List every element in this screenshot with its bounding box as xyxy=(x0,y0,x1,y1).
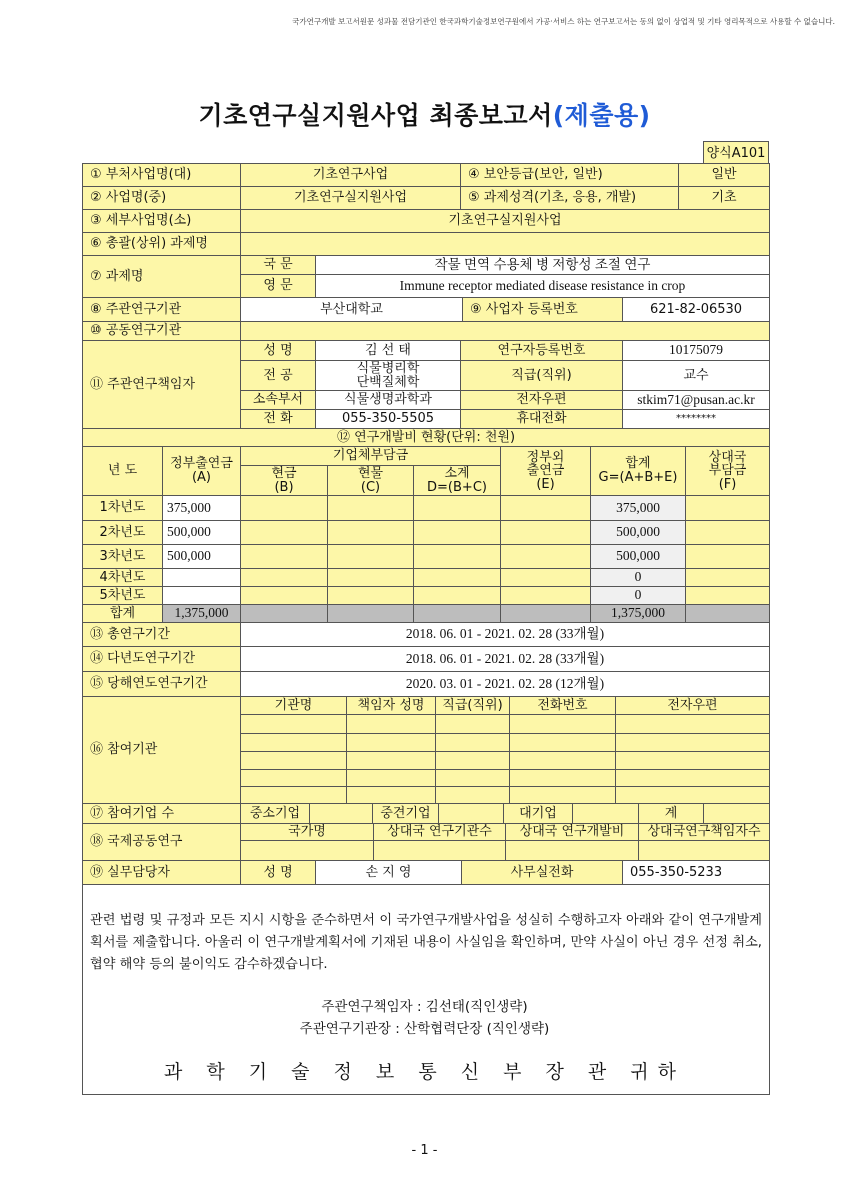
value-sub-program: 기초연구실지원사업 xyxy=(240,209,770,233)
header-country: 국가명 xyxy=(240,823,374,841)
label-pi-dept: 소속부서 xyxy=(240,390,316,410)
label-pi-phone: 전 화 xyxy=(240,409,316,429)
form-code: 양식A101 xyxy=(703,141,769,165)
header-partner-rd-cost: 상대국 연구개발비 xyxy=(505,823,639,841)
value-ministry-program: 기초연구사업 xyxy=(240,163,461,187)
subtotal-cell xyxy=(413,544,501,569)
header-text: 합계 xyxy=(625,456,651,472)
header-text: 소계 xyxy=(444,465,470,481)
subtotal-cell xyxy=(413,520,501,545)
value-program: 기초연구실지원사업 xyxy=(240,186,461,210)
label-intl-joint-research: ⑱ 국제공동연구 xyxy=(82,823,241,861)
header-text: 부담금 xyxy=(708,463,747,479)
header-text: 현금 xyxy=(271,465,297,481)
label-program: ② 사업명(중) xyxy=(82,186,241,210)
major-1: 식물병리학 xyxy=(356,360,420,376)
label-korean-title: 국 문 xyxy=(240,255,316,275)
sum-partner xyxy=(685,604,770,623)
label-pi-rank: 직급(직위) xyxy=(460,360,623,391)
total-cell: 500,000 xyxy=(590,520,686,545)
label-pi-email: 전자우편 xyxy=(460,390,623,410)
sum-cash xyxy=(240,604,328,623)
participant-cell[interactable] xyxy=(346,733,436,752)
partner-cell[interactable] xyxy=(685,586,770,605)
value-project-nature: 기초 xyxy=(678,186,770,210)
total-cell: 0 xyxy=(590,586,686,605)
participant-cell[interactable] xyxy=(435,751,510,770)
sum-nongov xyxy=(500,604,591,623)
label-multi-year-period: ⑭ 다년도연구기간 xyxy=(82,646,241,672)
participant-cell[interactable] xyxy=(346,769,436,787)
header-text: 현물 xyxy=(357,465,384,481)
gov-fund-cell[interactable] xyxy=(162,568,241,587)
label-mid-size: 중견기업 xyxy=(372,803,439,824)
label-participating-companies: ⑰ 참여기업 수 xyxy=(82,803,241,824)
nongov-cell[interactable] xyxy=(500,495,591,521)
cash-cell[interactable] xyxy=(240,586,328,605)
header-text: 출연금 xyxy=(526,463,565,479)
sum-gov-fund: 1,375,000 xyxy=(162,604,241,623)
participant-cell[interactable] xyxy=(346,714,436,734)
value-security-level: 일반 xyxy=(678,163,770,187)
label-principal-investigator: ⑪ 주관연구책임자 xyxy=(82,340,241,429)
sum-total: 1,375,000 xyxy=(590,604,686,623)
participant-cell[interactable] xyxy=(615,769,770,787)
participant-cell[interactable] xyxy=(435,786,510,804)
partner-cell[interactable] xyxy=(685,520,770,545)
gov-fund-cell[interactable]: 375,000 xyxy=(162,495,241,521)
label-staff-contact: ⑲ 실무담당자 xyxy=(82,860,241,885)
header-year: 년 도 xyxy=(82,446,163,496)
page-title xyxy=(0,96,849,132)
header-text: 상대국 xyxy=(708,449,747,465)
participant-cell[interactable] xyxy=(615,751,770,770)
subtotal-cell xyxy=(413,495,501,521)
header-text: G=(A+B+E) xyxy=(598,470,678,485)
label-ministry-program: ① 부처사업명(대) xyxy=(82,163,241,187)
value-multi-year-period: 2018. 06. 01 - 2021. 02. 28 (33개월) xyxy=(240,646,770,672)
intl-cell[interactable] xyxy=(505,840,639,861)
header-nongov-fund xyxy=(500,446,591,496)
label-pi-name: 성 명 xyxy=(240,340,316,361)
budget-title: ⑫ 연구개발비 현황(단위: 천원) xyxy=(82,428,770,447)
nongov-cell[interactable] xyxy=(500,586,591,605)
year-cell: 5차년도 xyxy=(82,586,163,605)
value-office-phone: 055-350-5233 xyxy=(622,860,770,885)
partner-cell[interactable] xyxy=(685,568,770,587)
participant-cell[interactable] xyxy=(435,733,510,752)
participant-cell[interactable] xyxy=(509,769,616,787)
label-sub-program: ③ 세부사업명(소) xyxy=(82,209,241,233)
in-kind-cell[interactable] xyxy=(327,544,414,569)
value-pi-dept: 식물생명과학과 xyxy=(315,390,461,410)
title-suffix: (제출용) xyxy=(552,101,651,130)
value-pi-major xyxy=(315,360,461,391)
value-researcher-reg-no: 10175079 xyxy=(622,340,770,361)
value-pi-phone: 055-350-5505 xyxy=(315,409,461,429)
label-sme: 중소기업 xyxy=(240,803,310,824)
in-kind-cell[interactable] xyxy=(327,586,414,605)
header-total xyxy=(590,446,686,496)
gov-fund-cell[interactable] xyxy=(162,586,241,605)
participant-cell[interactable] xyxy=(240,786,347,804)
subtotal-cell xyxy=(413,568,501,587)
label-project-title: ⑦ 과제명 xyxy=(82,255,241,298)
label-pi-major: 전 공 xyxy=(240,360,316,391)
cash-cell[interactable] xyxy=(240,520,328,545)
participant-cell[interactable] xyxy=(346,786,436,804)
label-current-period: ⑮ 당해연도연구기간 xyxy=(82,671,241,697)
participant-cell[interactable] xyxy=(615,786,770,804)
header-cash xyxy=(240,465,328,496)
header-leader-name: 책임자 성명 xyxy=(346,696,436,715)
header-gov-fund xyxy=(162,446,241,496)
label-researcher-reg-no: 연구자등록번호 xyxy=(460,340,623,361)
header-text: (C) xyxy=(360,479,381,495)
copyright-notice: 국가연구개발 보고서원문 성과물 전담기관인 한국과학기술정보연구원에서 가공·서비스 하는 연구보고서는 동의 없이 상업적 및 기타 영리목적으로 사용할 수 없습니다. xyxy=(292,17,835,26)
value-sme[interactable] xyxy=(309,803,373,824)
intl-cell[interactable] xyxy=(373,840,506,861)
value-current-period: 2020. 03. 01 - 2021. 02. 28 (12개월) xyxy=(240,671,770,697)
participant-cell[interactable] xyxy=(509,733,616,752)
intl-cell[interactable] xyxy=(240,840,374,861)
pledge-text: 관련 법령 및 규정과 모든 지시 시항을 준수하면서 이 국가연구개발사업을 성실히 수행하고자 아래와 같이 연구개발계획서를 제출합니다. 아울러 이 연구개발계획서에 기재된 내용이 사실임을 확인하며, 만약 사실이 아닌 경우 선정 취소, 협약 해약 등의 불이익도 감수하겠습니다. xyxy=(90,913,762,972)
participant-cell[interactable] xyxy=(346,751,436,770)
gov-fund-cell[interactable]: 500,000 xyxy=(162,544,241,569)
value-business-reg-no: 621-82-06530 xyxy=(622,297,770,322)
value-joint-institution xyxy=(240,321,770,341)
participant-cell[interactable] xyxy=(509,714,616,734)
participant-cell[interactable] xyxy=(240,769,347,787)
cash-cell[interactable] xyxy=(240,544,328,569)
header-rank: 직급(직위) xyxy=(435,696,510,715)
nongov-cell[interactable] xyxy=(500,568,591,587)
partner-cell[interactable] xyxy=(685,544,770,569)
label-parent-project: ⑥ 총괄(상위) 과제명 xyxy=(82,232,241,256)
sum-in-kind xyxy=(327,604,414,623)
label-security-level: ④ 보안등급(보안, 일반) xyxy=(460,163,679,187)
header-text: (F) xyxy=(718,476,737,492)
signature-institution-head: 주관연구기관장 : 산학협력단장 (직인생략) xyxy=(299,1021,550,1037)
header-partner-fund xyxy=(685,446,770,496)
label-joint-institution: ⑩ 공동연구기관 xyxy=(82,321,241,341)
value-lead-institution: 부산대학교 xyxy=(240,297,463,322)
header-partner-pi-count: 상대국연구책임자수 xyxy=(638,823,770,841)
subtotal-cell xyxy=(413,586,501,605)
year-cell: 2차년도 xyxy=(82,520,163,545)
value-parent-project xyxy=(240,232,770,256)
header-text: (B) xyxy=(274,479,294,495)
participant-cell[interactable] xyxy=(615,714,770,734)
intl-cell[interactable] xyxy=(638,840,770,861)
addressee: 과 학 기 술 정 보 통 신 부 장 관 귀하 xyxy=(163,1061,686,1083)
nongov-cell[interactable] xyxy=(500,520,591,545)
label-business-reg-no: ⑨ 사업자 등록번호 xyxy=(462,297,623,322)
in-kind-cell[interactable] xyxy=(327,495,414,521)
value-korean-title: 작물 면역 수용체 병 저항성 조절 연구 xyxy=(315,255,770,275)
total-cell: 0 xyxy=(590,568,686,587)
participant-cell[interactable] xyxy=(240,714,347,734)
participant-cell[interactable] xyxy=(240,733,347,752)
signature-pi: 주관연구책임자 : 김선태(직인생략) xyxy=(321,999,528,1015)
label-pi-mobile: 휴대전화 xyxy=(460,409,623,429)
header-text: (E) xyxy=(536,476,555,492)
year-cell: 3차년도 xyxy=(82,544,163,569)
sum-label: 합계 xyxy=(82,604,163,623)
major-2: 단백질체학 xyxy=(356,374,420,390)
label-large: 대기업 xyxy=(503,803,573,824)
participant-cell[interactable] xyxy=(240,751,347,770)
label-company-total: 계 xyxy=(638,803,704,824)
in-kind-cell[interactable] xyxy=(327,568,414,587)
value-pi-name: 김 선 태 xyxy=(315,340,461,361)
header-text: (A) xyxy=(191,470,212,485)
participant-cell[interactable] xyxy=(509,786,616,804)
nongov-cell[interactable] xyxy=(500,544,591,569)
header-phone: 전화번호 xyxy=(509,696,616,715)
label-project-nature: ⑤ 과제성격(기초, 응용, 개발) xyxy=(460,186,679,210)
participant-cell[interactable] xyxy=(435,769,510,787)
in-kind-cell[interactable] xyxy=(327,520,414,545)
title-main: 기초연구실지원사업 최종보고서 xyxy=(198,101,553,130)
header-subtotal xyxy=(413,465,501,496)
label-total-period: ⑬ 총연구기간 xyxy=(82,622,241,647)
header-text: 정부외 xyxy=(526,449,565,465)
header-email: 전자우편 xyxy=(615,696,770,715)
value-english-title: Immune receptor mediated disease resistance in crop xyxy=(315,274,770,298)
label-participating-institutions: ⑯ 참여기관 xyxy=(82,696,241,804)
cash-cell[interactable] xyxy=(240,495,328,521)
participant-cell[interactable] xyxy=(615,733,770,752)
value-pi-rank: 교수 xyxy=(622,360,770,391)
value-pi-mobile: ******** xyxy=(622,409,770,429)
gov-fund-cell[interactable]: 500,000 xyxy=(162,520,241,545)
total-cell: 375,000 xyxy=(590,495,686,521)
value-company-total[interactable] xyxy=(703,803,770,824)
cash-cell[interactable] xyxy=(240,568,328,587)
value-staff-name: 손 지 영 xyxy=(315,860,462,885)
header-partner-institutions: 상대국 연구기관수 xyxy=(373,823,506,841)
page-number: - 1 - xyxy=(411,1143,438,1158)
total-cell: 500,000 xyxy=(590,544,686,569)
year-cell: 1차년도 xyxy=(82,495,163,521)
header-in-kind xyxy=(327,465,414,496)
header-institution-name: 기관명 xyxy=(240,696,347,715)
value-pi-email: stkim71@pusan.ac.kr xyxy=(622,390,770,410)
label-english-title: 영 문 xyxy=(240,274,316,298)
sum-subtotal xyxy=(413,604,501,623)
participant-cell[interactable] xyxy=(509,751,616,770)
value-large[interactable] xyxy=(572,803,639,824)
participant-cell[interactable] xyxy=(435,714,510,734)
value-mid-size[interactable] xyxy=(438,803,504,824)
header-corp-fund: 기업체부담금 xyxy=(240,446,501,466)
header-text: D=(B+C) xyxy=(427,479,487,495)
year-cell: 4차년도 xyxy=(82,568,163,587)
label-staff-name: 성 명 xyxy=(240,860,316,885)
header-text: 정부출연금 xyxy=(170,456,233,472)
value-total-period: 2018. 06. 01 - 2021. 02. 28 (33개월) xyxy=(240,622,770,647)
label-lead-institution: ⑧ 주관연구기관 xyxy=(82,297,241,322)
label-office-phone: 사무실전화 xyxy=(461,860,623,885)
partner-cell[interactable] xyxy=(685,495,770,521)
